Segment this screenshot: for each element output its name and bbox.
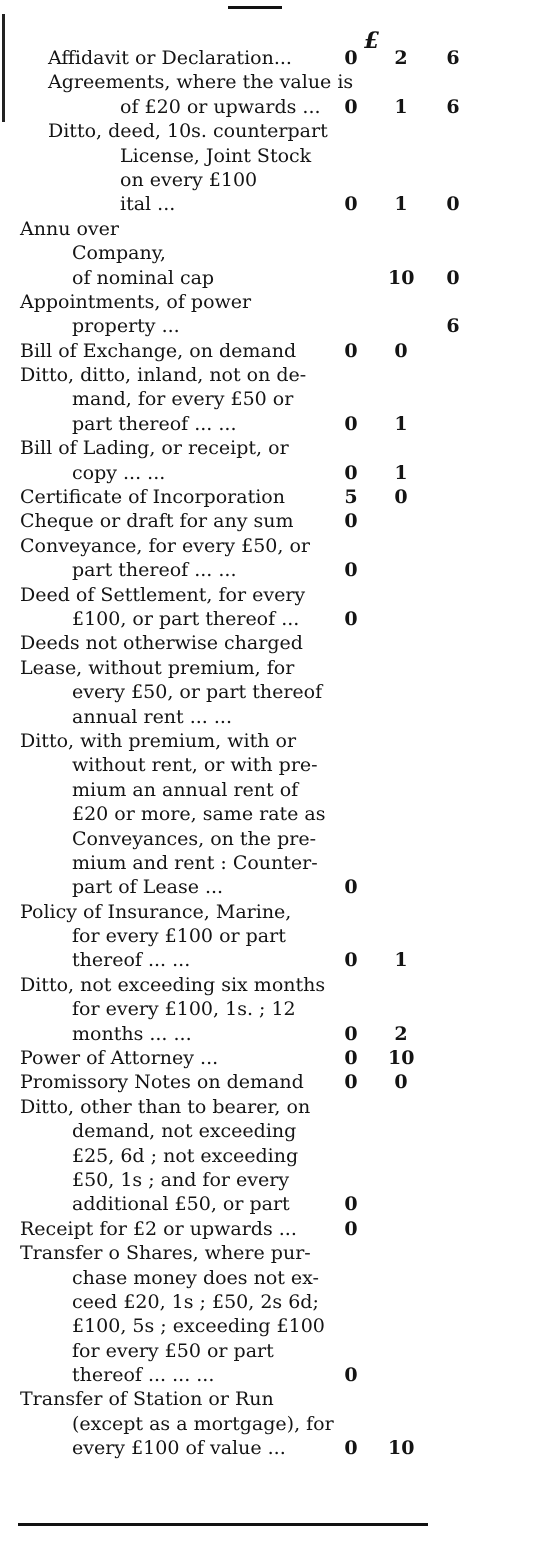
entry-text: Promissory Notes on demand	[20, 1071, 304, 1094]
amount-pounds: 0	[344, 1217, 358, 1240]
amount-pounds: 0	[344, 95, 358, 118]
entry-text: Company,	[72, 242, 166, 265]
entry-line	[20, 973, 460, 997]
entry-line	[20, 46, 460, 70]
entry-line	[20, 1241, 460, 1265]
amount-shillings: 0	[394, 1071, 408, 1094]
entry-line	[20, 1192, 460, 1216]
tariff-entry	[20, 1217, 460, 1241]
tariff-entry	[20, 46, 460, 70]
entry-line	[20, 948, 460, 972]
tariff-entry	[20, 1070, 460, 1094]
entry-line	[20, 1314, 460, 1338]
entry-line	[20, 168, 460, 192]
entry-line	[20, 509, 460, 533]
entry-line	[20, 778, 460, 802]
entry-text: Bill of Lading, or receipt, or	[20, 437, 289, 460]
amount-shillings: 1	[394, 95, 408, 118]
amount-pounds: 0	[344, 193, 358, 216]
entry-line	[20, 144, 460, 168]
entry-text: part of Lease ...	[72, 876, 224, 899]
entry-text: Transfer o Shares, where pur-	[20, 1242, 311, 1265]
entry-text: every £50, or part thereof	[72, 681, 323, 704]
entry-line	[20, 583, 460, 607]
entry-text: Affidavit or Declaration...	[48, 47, 292, 69]
tariff-entry	[20, 900, 460, 973]
entry-line	[20, 851, 460, 875]
entry-line	[20, 241, 460, 265]
entry-text: Certificate of Incorporation	[20, 486, 285, 509]
bottom-rule	[18, 1523, 428, 1526]
entry-text: thereof ... ... ...	[72, 1364, 215, 1387]
tariff-entry	[20, 363, 460, 436]
entry-line	[20, 1412, 460, 1436]
entry-text: Conveyances, on the pre-	[72, 827, 316, 850]
entry-text: additional £50, or part	[72, 1193, 290, 1216]
entry-text: on every £100	[120, 168, 258, 191]
entry-line	[20, 1022, 460, 1046]
entry-text: chase money does not ex-	[72, 1266, 319, 1289]
entry-text: Annu over	[20, 217, 119, 240]
entry-line	[20, 1046, 460, 1070]
amount-shillings: 0	[394, 339, 408, 362]
entry-text: Ditto, other than to bearer, on	[20, 1095, 311, 1118]
entry-line	[20, 631, 460, 655]
amount-pounds: 0	[344, 339, 358, 362]
entry-text: Ditto, with premium, with or	[20, 729, 297, 752]
amount-shillings: 0	[394, 486, 408, 509]
entry-line	[20, 607, 460, 631]
entry-line	[20, 1119, 460, 1143]
entry-line	[20, 1363, 460, 1387]
tariff-entry	[20, 70, 460, 119]
entry-line	[20, 1387, 460, 1411]
tariff-entry	[20, 583, 460, 632]
amount-pounds: 0	[344, 1193, 358, 1216]
entry-text: Ditto, ditto, inland, not on de-	[20, 364, 307, 387]
entry-text: £20 or more, same rate as	[72, 803, 326, 826]
entry-text: Conveyance, for every £50, or	[20, 534, 310, 557]
entry-text: Deed of Settlement, for every	[20, 583, 306, 606]
entry-text: for every £50 or part	[72, 1339, 274, 1362]
entry-text: £100, or part thereof ...	[72, 607, 300, 630]
entry-text: Power of Attorney ...	[20, 1047, 219, 1070]
entry-text: for every £100, 1s. ; 12	[72, 998, 296, 1021]
entry-text: mand, for every £50 or	[72, 388, 294, 411]
entry-text: Receipt for £2 or upwards ...	[20, 1217, 297, 1240]
entry-line	[20, 534, 460, 558]
amount-pence: 6	[446, 47, 460, 69]
top-rule	[228, 6, 282, 9]
entry-text: thereof ... ...	[72, 949, 191, 972]
entry-text: Lease, without premium, for	[20, 656, 295, 679]
entry-line	[20, 339, 460, 363]
entry-line	[20, 1339, 460, 1363]
entry-text: without rent, or with pre-	[72, 754, 318, 777]
entry-text: £25, 6d ; not exceeding	[72, 1144, 299, 1167]
tariff-entry	[20, 1387, 460, 1460]
entry-text: Cheque or draft for any sum	[20, 510, 294, 533]
entry-text: Transfer of Station or Run	[20, 1388, 274, 1411]
entry-line	[20, 558, 460, 582]
tariff-entry	[20, 729, 460, 900]
entry-line	[20, 1070, 460, 1094]
amount-pounds: 5	[344, 486, 358, 509]
amount-pounds: 0	[344, 949, 358, 972]
amount-shillings: 1	[394, 193, 408, 216]
amount-pounds: 0	[344, 461, 358, 484]
tariff-entry	[20, 217, 460, 290]
amount-shillings: 10	[388, 1437, 415, 1460]
entry-line	[20, 1144, 460, 1168]
entry-text: part thereof ... ...	[72, 559, 237, 582]
entry-text: mium and rent : Counter-	[72, 851, 318, 874]
entry-line	[20, 1217, 460, 1241]
amount-pounds: 0	[344, 1047, 358, 1070]
tariff-entry	[20, 436, 460, 485]
entry-text: Bill of Exchange, on demand	[20, 339, 297, 362]
amount-pence: 0	[446, 266, 460, 289]
entry-text: (except as a mortgage), for	[72, 1412, 334, 1435]
entry-line	[20, 95, 460, 119]
entry-text: License, Joint Stock	[120, 144, 312, 167]
tariff-entry	[20, 290, 460, 339]
amount-shillings: 1	[394, 412, 408, 435]
entry-text: Deeds not otherwise charged	[20, 632, 303, 655]
tariff-entry	[20, 534, 460, 583]
amount-pounds: 0	[344, 559, 358, 582]
entry-text: demand, not exceeding	[72, 1120, 297, 1143]
tariff-entry	[20, 339, 460, 363]
entry-line	[20, 705, 460, 729]
entry-line	[20, 827, 460, 851]
entry-line	[20, 997, 460, 1021]
amount-shillings: 2	[394, 47, 408, 69]
entry-text: part thereof ... ...	[72, 412, 237, 435]
entry-text: every £100 of value ...	[72, 1437, 286, 1460]
amount-pence: 0	[446, 193, 460, 216]
amount-pounds: 0	[344, 607, 358, 630]
entry-line	[20, 1266, 460, 1290]
entry-line	[20, 1095, 460, 1119]
entry-line	[20, 461, 460, 485]
tariff-entry	[20, 631, 460, 655]
amount-pounds: 0	[344, 876, 358, 899]
amount-shillings: 2	[394, 1022, 408, 1045]
currency-header: £	[364, 28, 380, 54]
entry-text: copy ... ...	[72, 461, 166, 484]
entry-line	[20, 192, 460, 216]
entry-text: months ... ...	[72, 1022, 192, 1045]
entry-text: Agreements, where the value is	[48, 71, 354, 94]
entry-text: Ditto, deed, 10s. counterpart	[48, 120, 328, 143]
entry-line	[20, 387, 460, 411]
entry-text: mium an annual rent of	[72, 778, 299, 801]
tariff-entry	[20, 119, 460, 217]
entry-line	[20, 436, 460, 460]
margin-mark	[2, 14, 5, 122]
entry-text: Policy of Insurance, Marine,	[20, 900, 292, 923]
entry-line	[20, 753, 460, 777]
entry-line	[20, 485, 460, 509]
amount-shillings: 1	[394, 949, 408, 972]
entry-line	[20, 412, 460, 436]
entry-line	[20, 314, 460, 338]
amount-pounds: 0	[344, 1022, 358, 1045]
entry-line	[20, 900, 460, 924]
entry-text: ital ...	[120, 193, 176, 216]
stamp-duty-tariff	[20, 46, 460, 1461]
amount-pence: 6	[446, 95, 460, 118]
entry-line	[20, 729, 460, 753]
amount-shillings: 1	[394, 461, 408, 484]
tariff-entry	[20, 656, 460, 729]
amount-pounds: 0	[344, 1437, 358, 1460]
entry-text: annual rent ... ...	[72, 705, 232, 728]
amount-pounds: 0	[344, 412, 358, 435]
entry-line	[20, 1168, 460, 1192]
entry-text: of £20 or upwards ...	[120, 95, 321, 118]
entry-text: £50, 1s ; and for every	[72, 1168, 290, 1191]
amount-pounds: 0	[344, 1364, 358, 1387]
entry-line	[20, 363, 460, 387]
amount-pence: 6	[446, 315, 460, 338]
entry-line	[20, 924, 460, 948]
entry-text: ceed £20, 1s ; £50, 2s 6d;	[72, 1290, 319, 1313]
entry-text: of nominal cap	[72, 266, 215, 289]
entry-line	[20, 656, 460, 680]
tariff-entry	[20, 485, 460, 509]
entry-line	[20, 70, 460, 94]
entry-line	[20, 802, 460, 826]
entry-text: Appointments, of power	[20, 290, 252, 313]
entry-text: £100, 5s ; exceeding £100	[72, 1315, 325, 1338]
amount-shillings: 10	[388, 266, 415, 289]
entry-text: Ditto, not exceeding six months	[20, 973, 326, 996]
tariff-entry	[20, 1046, 460, 1070]
entry-line	[20, 680, 460, 704]
entry-line	[20, 217, 460, 241]
entry-line	[20, 1290, 460, 1314]
amount-pounds: 0	[344, 1071, 358, 1094]
entry-text: for every £100 or part	[72, 925, 286, 948]
amount-pounds: 0	[344, 47, 358, 69]
tariff-entry	[20, 973, 460, 1046]
amount-pounds: 0	[344, 510, 358, 533]
amount-shillings: 10	[388, 1047, 415, 1070]
entry-line	[20, 290, 460, 314]
entry-line	[20, 119, 460, 143]
entry-line	[20, 1436, 460, 1460]
tariff-entry	[20, 1241, 460, 1387]
entry-line	[20, 875, 460, 899]
tariff-entry	[20, 509, 460, 533]
entry-text: property ...	[72, 315, 180, 338]
entry-line	[20, 266, 460, 290]
tariff-entry	[20, 1095, 460, 1217]
